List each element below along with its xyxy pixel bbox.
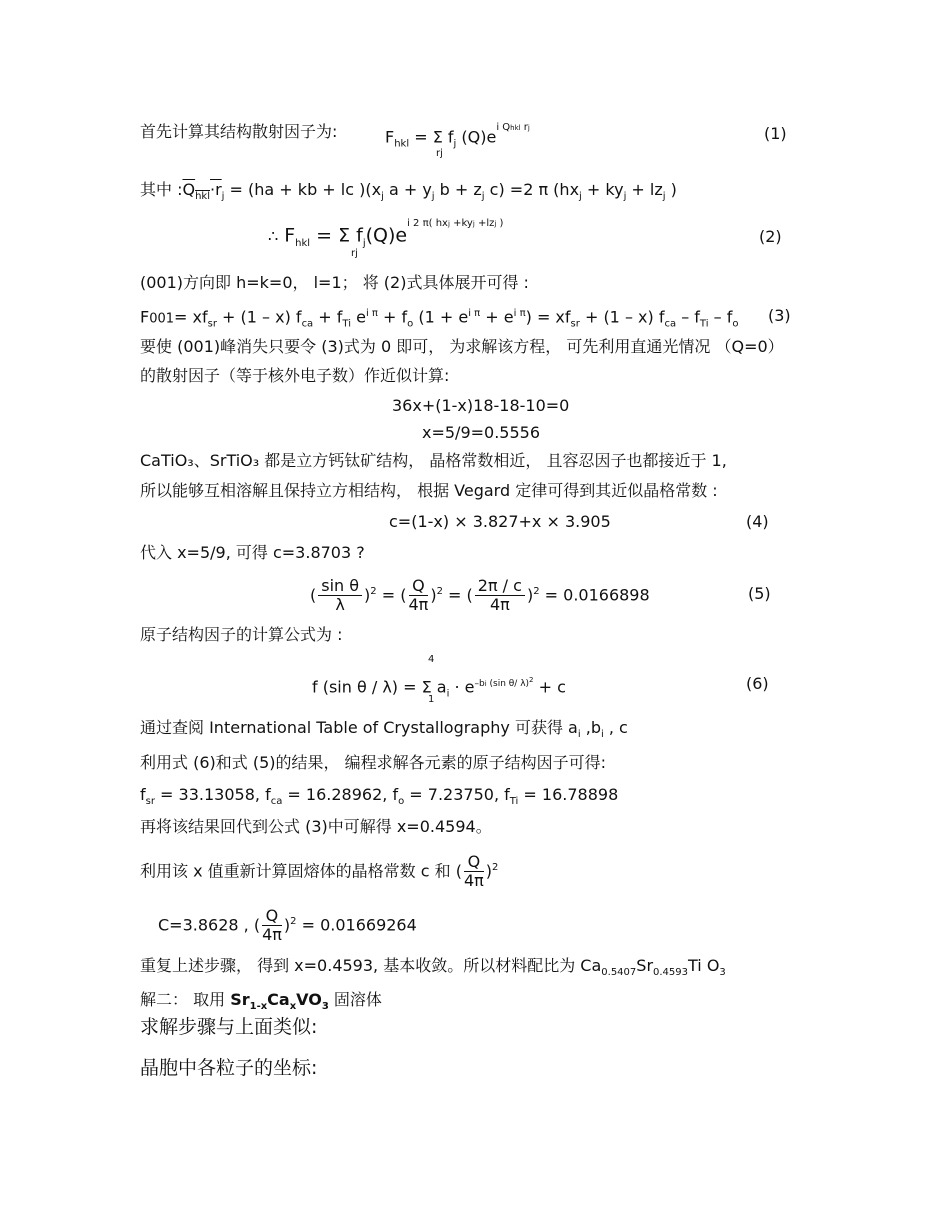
recompute-result-den: 4π — [262, 925, 282, 945]
eq1-j: j — [453, 138, 457, 150]
eq2-sub: hkl — [295, 238, 311, 250]
res-c: = 7.23750, f — [404, 785, 510, 804]
eq5-lpar1: ( — [310, 585, 317, 605]
eq3-f: F — [140, 307, 150, 327]
formula-ca: Ca — [267, 990, 290, 1009]
eq5-frac2 — [409, 577, 429, 614]
ca-ratio: 0.5407 — [601, 967, 637, 979]
eq6-a: a — [431, 677, 447, 697]
eq5-eq1: = ( — [376, 585, 407, 605]
eq1-exp-a: i Q — [496, 122, 511, 133]
eq6-ai: i — [446, 688, 450, 700]
res-o: o — [398, 796, 405, 808]
r-vector: ·r — [210, 180, 222, 199]
eq5-rpar1: ) — [364, 585, 371, 605]
eq1-exp-d: j — [527, 124, 530, 132]
x-solution: x=5/9=0.5556 — [422, 423, 541, 442]
recompute-main: 利用该 x 值重新计算固熔体的晶格常数 c 和 ( — [140, 861, 462, 881]
atomic-factor-results — [140, 785, 618, 812]
eq3-f2: (1 + e — [413, 307, 469, 327]
eq3-i: + (1 – x) f — [579, 307, 665, 327]
eq3-g-sup: i π — [513, 308, 526, 319]
equation-number-5: (5) — [748, 584, 771, 603]
vegard-equation: c=(1-x) × 3.827+x × 3.905 — [389, 512, 611, 531]
eq2-exponent — [407, 218, 503, 229]
lzj-sub: j — [662, 191, 666, 203]
yj-sub: j — [431, 191, 435, 203]
eq5-value: = 0.0166898 — [539, 585, 650, 605]
q-symbol: Q — [182, 180, 196, 199]
eq3-ti: Ti — [342, 318, 352, 330]
eq3-j: – f — [676, 307, 700, 327]
eq2-exp-j3: j — [494, 220, 497, 228]
o-ratio: 3 — [719, 967, 726, 979]
eq5-den1: λ — [335, 595, 345, 615]
recompute-text — [140, 848, 498, 891]
equation-dot-product — [140, 180, 677, 207]
equation-number-6: (6) — [746, 674, 769, 693]
lookup-text — [140, 718, 628, 745]
eq6-exponent — [474, 676, 534, 689]
coordinates-heading: 晶胞中各粒子的坐标: — [140, 1057, 318, 1079]
equation-6 — [312, 670, 566, 705]
eq3-sr: sr — [207, 318, 217, 330]
eq3-o2: o — [732, 318, 739, 330]
approx-text: 的散射因子（等于核外电子数）作近似计算: — [140, 366, 450, 385]
eq3-ca2: ca — [664, 318, 677, 330]
condition-text: 要使 (001)峰消失只要令 (3)式为 0 即可， 为求解该方程， 可先利用直通光情况 （Q=0） — [140, 337, 784, 356]
eq3-c: + f — [313, 307, 343, 327]
solid-solution-formula — [230, 990, 329, 1013]
solution-two-heading — [140, 990, 382, 1017]
recompute-rpar: ) — [485, 861, 493, 881]
eq1-sum: = Σ f — [414, 127, 454, 147]
q-sub: hkl — [195, 191, 210, 203]
eq2-exp-j2: j — [472, 220, 475, 228]
lookup-bi: i — [600, 729, 604, 741]
formula-sr: Sr — [230, 990, 250, 1009]
formula-vo: VO — [296, 990, 322, 1009]
eq6-exp-sq: 2 — [529, 676, 534, 684]
eq2-symbol: F — [284, 224, 296, 247]
equation-number-1: (1) — [764, 124, 787, 143]
eq-b: b + z — [434, 180, 482, 199]
eq5-exp1: 2 — [370, 586, 377, 597]
eq6-sum-bottom: 1 — [428, 694, 435, 705]
formula-sr-sub: 1-x — [249, 1001, 268, 1013]
eq6-sum-top: 4 — [428, 654, 435, 665]
recompute-exp: 2 — [492, 862, 499, 873]
recompute-result-frac — [262, 907, 282, 944]
eq3-d-sup: i π — [365, 308, 378, 319]
eq3-o: o — [407, 318, 414, 330]
equation-1 — [385, 124, 530, 155]
res-d: = 16.78898 — [518, 785, 619, 804]
sr-symbol: Sr — [636, 956, 654, 975]
eq2-exp-d: ) — [496, 218, 504, 229]
compute-text: 利用式 (6)和式 (5)的结果， 编程求解各元素的原子结构因子可得: — [140, 753, 606, 772]
res-ti: Ti — [509, 796, 519, 808]
eq-lz: + lz — [626, 180, 663, 199]
perovskite-text: CaTiO₃、SrTiO₃ 都是立方钙钛矿结构， 晶格常数相近， 且容忍因子也都接近于 1, — [140, 451, 727, 470]
eq6-e: · e — [449, 677, 475, 697]
electron-count-equation: 36x+(1-x)18-18-10=0 — [392, 396, 570, 415]
eq5-num1: sin θ — [318, 577, 362, 596]
equation-number-3: (3) — [768, 306, 791, 325]
res-f: f — [140, 785, 146, 804]
vegard-text: 所以能够互相溶解且保持立方相结构， 根据 Vegard 定律可得到其近似晶格常数 : — [140, 481, 718, 500]
eq-c: c) =2 π (hx — [484, 180, 580, 199]
eq1-qe: (Q)e — [461, 127, 497, 147]
recompute-c: C=3.8628 , ( — [158, 915, 261, 935]
atomic-factor-intro: 原子结构因子的计算公式为 : — [140, 625, 343, 644]
eq3-a: = xf — [174, 307, 208, 327]
equation-3 — [140, 304, 738, 335]
tio-symbol: Ti O — [688, 956, 720, 975]
recompute-result-exp: 2 — [290, 916, 297, 927]
equation-5 — [310, 572, 650, 615]
eq-ky: + ky — [581, 180, 624, 199]
equation-2 — [268, 218, 504, 254]
eq1-sum-index: rj — [436, 148, 443, 159]
recompute-result-rpar: ) — [283, 915, 291, 935]
convergence-text — [140, 956, 726, 983]
eq3-d: e — [351, 307, 366, 327]
eq1-exp-c: r — [523, 122, 528, 133]
eq2-qe: (Q)e — [365, 224, 408, 247]
convergence-main: 重复上述步骤， 得到 x=0.4593, 基本收敛。所以材料配比为 Ca — [140, 956, 602, 975]
q-vector — [182, 180, 210, 203]
eq3-k: – f — [708, 307, 733, 327]
eq3-b: + (1 – x) f — [216, 307, 302, 327]
eq5-exp3: 2 — [533, 586, 540, 597]
eq5-eq2: = ( — [442, 585, 473, 605]
eq5-rpar3: ) — [526, 585, 534, 605]
recompute-den: 4π — [463, 871, 484, 891]
sr-ratio: 0.4593 — [653, 967, 689, 979]
lookup-b: ,b — [580, 718, 601, 737]
eq5-frac1 — [318, 577, 362, 614]
r-sub: j — [221, 191, 225, 203]
eq3-e: + f — [377, 307, 408, 327]
eq2-exp-b: +ky — [449, 218, 473, 229]
lookup-main: 通过查阅 International Table of Crystallography 可获得 a — [140, 718, 578, 737]
eq3-g: + e — [480, 307, 514, 327]
therefore-symbol: ∴ — [268, 226, 279, 246]
eq3-f-sup: i π — [468, 308, 481, 319]
solution-two-label: 解二： 取用 — [140, 990, 231, 1009]
recompute-num: Q — [464, 853, 484, 872]
formula-vo-sub: 3 — [321, 1001, 329, 1013]
xj-sub: j — [381, 191, 384, 203]
lookup-ai: i — [577, 729, 581, 741]
kyj-sub: j — [623, 191, 627, 203]
eq2-j: j — [362, 238, 366, 250]
back-substitute-text: 再将该结果回代到公式 (3)中可解得 x=0.4594。 — [140, 817, 492, 836]
eq2-exp-j1: j — [447, 220, 450, 228]
eq1-exp-b: hkl — [510, 124, 521, 132]
eq2-sum: = Σ f — [310, 224, 363, 247]
eq2-exp-a: i 2 π( hx — [407, 218, 448, 229]
eq5-rpar2: ) — [430, 585, 437, 605]
eq-where-label: 其中 : — [140, 180, 183, 199]
eq5-exp2: 2 — [436, 586, 443, 597]
recompute-result-value: = 0.01669264 — [296, 915, 417, 935]
res-a: = 33.13058, f — [154, 785, 271, 804]
recompute-frac — [464, 853, 484, 890]
res-sr: sr — [145, 796, 155, 808]
substitute-text: 代入 x=5/9, 可得 c=3.8703 ? — [140, 543, 365, 562]
lookup-c: , c — [603, 718, 628, 737]
eq3-ti2: Ti — [699, 318, 709, 330]
eq-a: a + y — [383, 180, 432, 199]
eq5-num2: Q — [409, 577, 429, 596]
eq3-sr2: sr — [570, 318, 580, 330]
eq6-exp-i: i — [484, 680, 487, 688]
intro-text — [140, 122, 337, 142]
formula-ca-sub: x — [289, 1001, 297, 1013]
similar-steps-text: 求解步骤与上面类似: — [140, 1016, 318, 1038]
eq2-exp-c: +lz — [474, 218, 495, 229]
eq6-exp-b: (sin θ/ λ) — [486, 679, 530, 689]
eq5-den3: 4π — [489, 595, 510, 615]
res-ca: ca — [270, 796, 283, 808]
hxj-sub: j — [579, 191, 582, 203]
zj-sub: j — [481, 191, 485, 203]
eq6-lhs: f (sin θ / λ) = Σ — [312, 677, 432, 697]
equation-number-4: (4) — [746, 512, 769, 531]
eq6-exp-a: –b — [474, 679, 485, 689]
equation-number-2: (2) — [759, 227, 782, 246]
eq5-den2: 4π — [408, 595, 429, 615]
eq3-f-sub: 001 — [149, 311, 175, 327]
eq-reciprocal: = (ha + kb + lc )(x — [224, 180, 382, 199]
eq1-exponent — [496, 122, 530, 133]
recompute-result — [158, 902, 417, 945]
solid-solution-label: 固溶体 — [328, 990, 382, 1009]
direction-001-text: (001)方向即 h=k=0， l=1； 将 (2)式具体展开可得 : — [140, 273, 529, 292]
eq6-c: + c — [533, 677, 566, 697]
recompute-result-num: Q — [262, 907, 282, 926]
eq3-ca: ca — [301, 318, 314, 330]
res-b: = 16.28962, f — [282, 785, 399, 804]
eq-close: ) — [665, 180, 677, 199]
eq3-h: ) = xf — [525, 307, 571, 327]
eq5-num3: 2π / c — [475, 577, 525, 596]
eq5-frac3 — [475, 577, 525, 614]
intro-sentence: 首先计算其结构散射因子为: — [140, 122, 338, 141]
eq1-symbol: F — [385, 127, 395, 147]
eq1-sub: hkl — [394, 138, 410, 150]
eq2-sum-index: rj — [351, 248, 358, 259]
